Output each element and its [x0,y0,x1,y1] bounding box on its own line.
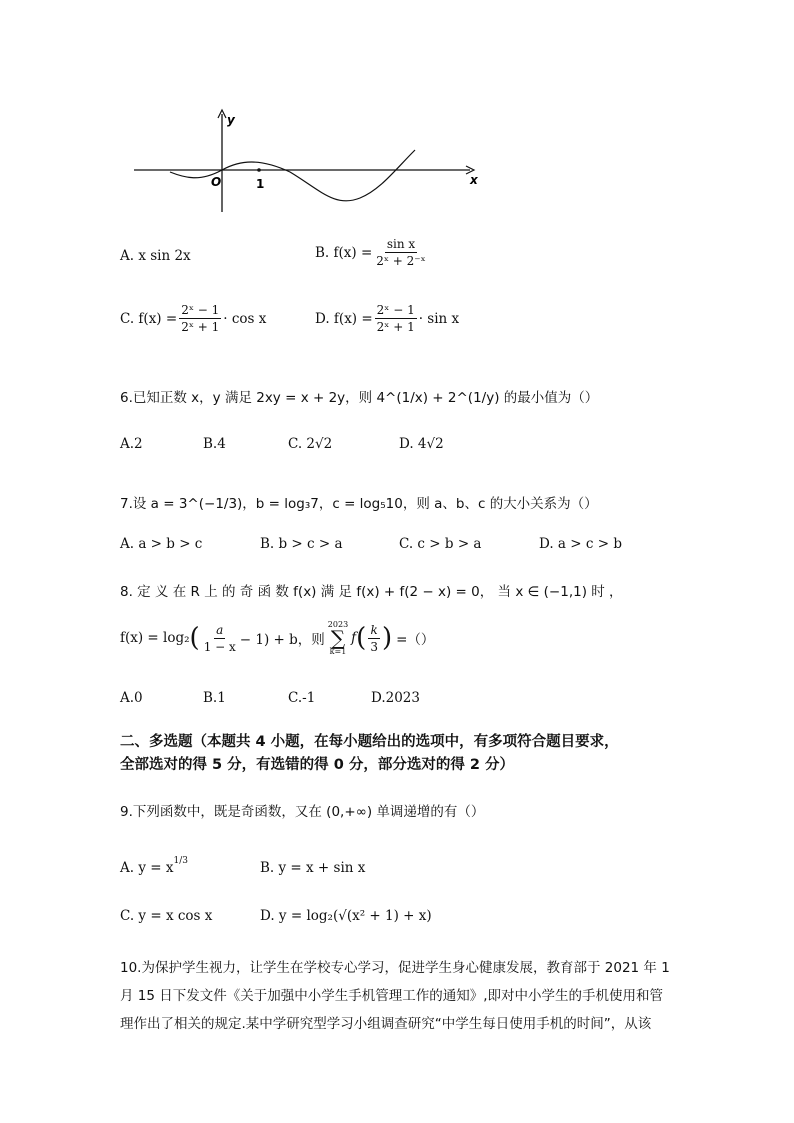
q8-option-b[interactable]: B.1 [203,690,226,706]
q5-option-d-den: 2ˣ + 1 [376,320,415,334]
q8-sum-bottom: k=1 [329,647,347,656]
q9-option-b[interactable]: B. y = x + sin x [260,860,366,876]
q8-formula-fraction [202,622,238,655]
q10-line3: 理作出了相关的规定.某中学研究型学习小组调查研究“中学生每日使用手机的时间”，从该 [120,1016,652,1032]
section2-heading-line2: 全部选对的得 5 分，有选错的得 0 分，部分选对的得 2 分） [120,757,515,773]
q6-option-d[interactable]: D. 4√2 [399,436,444,452]
q8-formula-num: a [216,622,224,637]
q5-option-b-prefix: B. f(x) = [315,244,373,261]
x-label: x [470,173,478,187]
q5-option-c-num: 2ˣ − 1 [181,303,220,317]
q8-formula-left: f(x) = log₂ [120,630,190,646]
q8-left-paren: ( [189,623,200,653]
q8-option-a[interactable]: A.0 [120,690,143,706]
y-label: y [227,113,235,127]
q5-option-b-fraction [374,236,427,269]
q8-stem: 8. 定 义 在 R 上 的 奇 函 数 f(x) 满 足 f(x) + f(2 − x) = 0， 当 x ∈ (−1,1) 时 ， [120,584,623,600]
q7-option-c[interactable]: C. c > b > a [399,536,482,552]
q8-formula-den: 1 − x [203,639,236,654]
q5-option-c-suffix: · cos x [223,310,267,327]
q9-stem: 9.下列函数中，既是奇函数，又在 (0,+∞) 单调递增的有（） [120,804,485,820]
q10-line2: 月 15 日下发文件《关于加强中小学生手机管理工作的通知》,即对中小学生的手机使用和管 [120,988,664,1004]
q5-option-c[interactable] [120,302,266,335]
q8-sum-num: k [370,622,378,637]
tick-label-1: 1 [256,177,265,191]
q8-sum-den: 3 [370,639,378,654]
q8-formula [120,620,434,656]
q9-option-d[interactable]: D. y = log₂(√(x² + 1) + x) [260,908,432,924]
q8-tail: =（） [396,632,435,648]
q5-option-d[interactable] [315,302,459,335]
tick-mark-1 [257,168,261,172]
function-curve [170,150,415,201]
q8-sum-fraction [368,622,380,655]
q9-option-a-text: A. y = x [120,860,174,876]
q5-option-d-num: 2ˣ − 1 [376,303,415,317]
q8-sum-right-paren: ) [381,623,393,653]
q9-option-c[interactable]: C. y = x cos x [120,908,213,924]
q5-option-b-den: 2ˣ + 2⁻ˣ [376,254,426,268]
q6-option-c[interactable]: C. 2√2 [288,436,333,452]
origin-label: O [211,175,222,189]
q8-sum-f: f [351,630,357,646]
q8-option-c[interactable]: C.-1 [288,690,316,706]
q5-option-c-den: 2ˣ + 1 [181,320,220,334]
q7-option-b[interactable]: B. b > c > a [260,536,343,552]
q5-option-a[interactable]: A. x sin 2x [120,248,191,264]
q6-stem: 6.已知正数 x，y 满足 2xy = x + 2y，则 4^(1/x) + 2^(1/y) 的最小值为（） [120,390,599,406]
q8-sum-left-paren: ( [356,623,367,653]
q7-stem: 7.设 a = 3^(−1/3)，b = log₃7，c = log₅10，则 a、b、c 的大小关系为（） [120,496,598,512]
q9-option-a[interactable] [120,856,188,876]
sigma-icon: ∑ [330,626,346,650]
q7-option-d[interactable]: D. a > c > b [539,536,622,552]
q5-option-c-fraction [179,302,221,335]
q8-option-d[interactable]: D.2023 [371,690,420,706]
q7-option-a[interactable]: A. a > b > c [120,536,203,552]
q6-option-a[interactable]: A.2 [120,436,143,452]
q5-option-d-prefix: D. f(x) = [315,310,373,327]
q5-option-c-prefix: C. f(x) = [120,310,178,327]
q6-option-b[interactable]: B.4 [203,436,226,452]
q10-line1: 10.为保护学生视力，让学生在学校专心学习，促进学生身心健康发展，教育部于 2021 年 1 [120,960,670,976]
q9-option-a-exp: 1/3 [173,856,188,866]
q5-option-d-fraction [375,302,417,335]
section2-heading-line1: 二、多选题（本题共 4 小题，在每小题给出的选项中，有多项符合题目要求， [120,734,619,750]
q5-option-b[interactable] [315,236,430,269]
function-graph [130,108,490,220]
q8-sum [328,620,348,656]
q5-option-d-suffix: · sin x [418,310,460,327]
q8-sum-top: 2023 [327,620,349,629]
q8-formula-rest: − 1) + b，则 [239,632,325,648]
q5-option-b-num: sin x [386,237,416,251]
